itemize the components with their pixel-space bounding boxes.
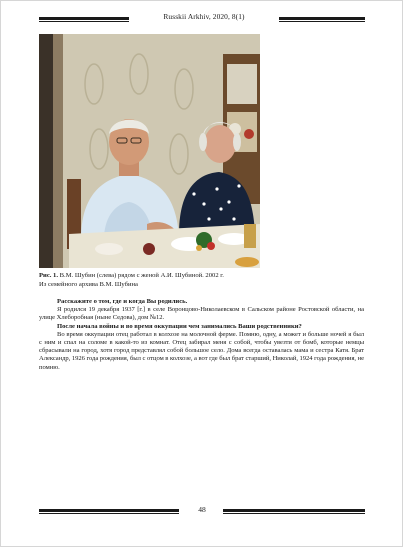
caption-line-1 [39, 272, 369, 281]
footer-rule-right [223, 509, 365, 512]
footer-rule-left [39, 509, 179, 512]
interview-text [39, 298, 364, 372]
header-rule-left [39, 17, 129, 20]
page-number: 48 [198, 505, 206, 514]
page-footer [39, 505, 365, 519]
family-photo-illustration [39, 34, 260, 268]
answer-2: Во время оккупации отец работал в колхозе на молочной ферме. Помню, одну, а может и больше ночей я был с ним и спал на соломе в какой-то из комнат. Отец забирал меня с собой, чтобы увезти от бомб, которые немцы сбрасывали на город, хотя город представлял собой большое село. Дома всегда оставалась мама и сестра Катя. Брат Александр, 1926 года рождения, был с отцом в колхозе, а вот где был брат старший, Николай, 1924 года рождения, не помню. [39, 330, 364, 371]
figure-caption [39, 272, 369, 289]
answer-1: Я родился 19 декабря 1937 [г.] в селе Воронцово-Николаевском в Сальском районе Ростовской области, на улице Хлеборобная (ныне Седова), дом №12. [39, 306, 364, 322]
caption-line-2: Из семейного архива В.М. Шубина [39, 280, 138, 288]
running-head: Russkii Arkhiv, 2020, 8(1) [163, 12, 245, 21]
caption-text: В.М. Шубин (слева) рядом с женой А.И. Шубиной. 2002 г. [59, 272, 224, 279]
question-1: Расскажите о том, где и когда Вы родились. [57, 298, 188, 305]
header-rule-right [279, 17, 365, 20]
figure-photo [39, 34, 260, 268]
page-header [39, 10, 365, 24]
photo-door-frame [39, 34, 53, 268]
question-2: После начала войны и во время оккупации чем занимались Ваши родственники? [57, 322, 302, 330]
figure-label: Рис. 1. [39, 272, 58, 279]
